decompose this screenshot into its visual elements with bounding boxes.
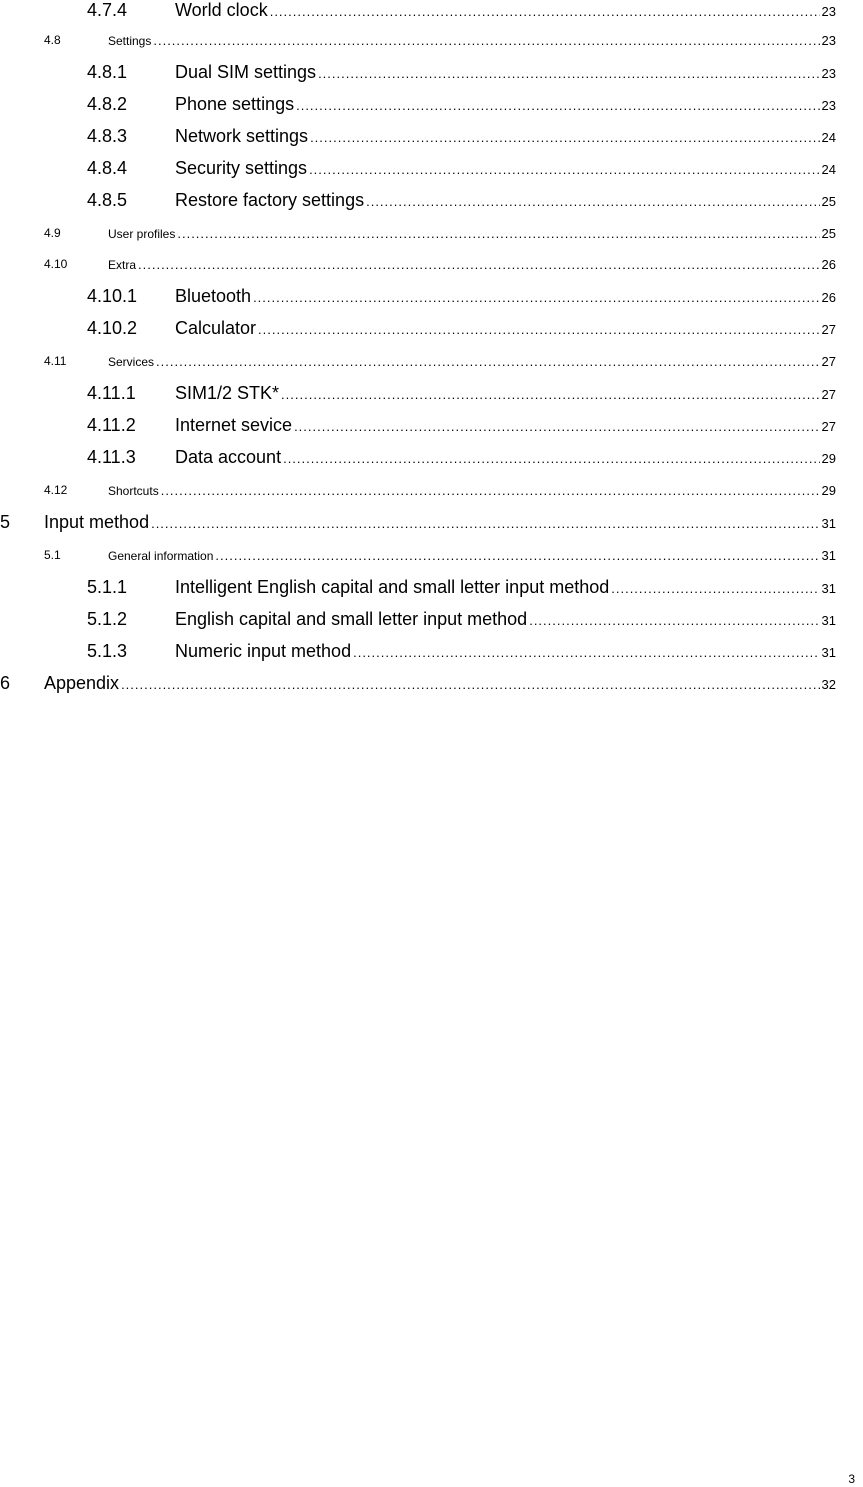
toc-entry-number: 4.7.4 xyxy=(87,0,128,20)
toc-leader-dots xyxy=(309,162,819,177)
toc-entry-title: Intelligent English capital and small letter input method xyxy=(175,577,610,597)
toc-entry-page: 27 xyxy=(821,322,836,337)
toc-leader-dots xyxy=(153,33,819,48)
toc-entry-number: 4.8.1 xyxy=(87,62,128,82)
toc-entry[interactable] xyxy=(0,415,836,436)
toc-leader-dots xyxy=(138,257,820,272)
toc-entry-page: 31 xyxy=(821,645,836,660)
toc-leader-dots xyxy=(318,66,819,81)
toc-entry-page: 25 xyxy=(821,194,836,209)
toc-entry[interactable] xyxy=(0,383,836,404)
toc-entry[interactable] xyxy=(0,609,836,630)
toc-entry[interactable] xyxy=(0,0,836,21)
toc-entry[interactable] xyxy=(0,318,836,339)
toc-entry-title: Numeric input method xyxy=(175,641,352,661)
toc-leader-dots xyxy=(270,4,820,19)
toc-entry-title: Network settings xyxy=(175,126,309,146)
toc-entry-number: 4.11.1 xyxy=(87,383,136,403)
toc-entry-number: 5.1.3 xyxy=(87,641,128,661)
toc-entry-page: 27 xyxy=(821,354,836,369)
toc-entry-page: 32 xyxy=(821,677,836,692)
toc-entry-title: Phone settings xyxy=(175,94,295,114)
toc-entry-title: Bluetooth xyxy=(175,286,252,306)
toc-leader-dots xyxy=(353,645,819,660)
toc-entry-title: SIM1/2 STK* xyxy=(175,383,280,403)
toc-entry-page: 29 xyxy=(821,451,836,466)
toc-leader-dots xyxy=(296,98,819,113)
toc-entry-page: 31 xyxy=(821,548,836,563)
toc-entry-page: 29 xyxy=(821,483,836,498)
toc-entry-title: Calculator xyxy=(175,318,257,338)
toc-leader-dots xyxy=(258,322,819,337)
toc-entry-title: General information xyxy=(108,549,214,563)
toc-leader-dots xyxy=(294,419,819,434)
toc-entry-page: 25 xyxy=(821,226,836,241)
toc-entry-page: 31 xyxy=(821,581,836,596)
toc-leader-dots xyxy=(611,581,819,596)
toc-leader-dots xyxy=(366,194,819,209)
toc-entry-page: 23 xyxy=(821,33,836,48)
toc-entry-page: 26 xyxy=(821,257,836,272)
toc-leader-dots xyxy=(529,613,819,628)
toc-leader-dots xyxy=(151,516,819,531)
toc-leader-dots xyxy=(283,451,819,466)
toc-entry[interactable] xyxy=(0,158,836,179)
toc-entry-title: Dual SIM settings xyxy=(175,62,317,82)
toc-entry-title: Internet sevice xyxy=(175,415,293,435)
toc-entry[interactable] xyxy=(0,641,836,662)
toc-leader-dots xyxy=(156,354,820,369)
toc-entry[interactable] xyxy=(0,94,836,115)
toc-entry-page: 27 xyxy=(821,387,836,402)
toc-entry-number: 4.11.3 xyxy=(87,447,136,467)
toc-entry[interactable] xyxy=(0,577,836,598)
toc-leader-dots xyxy=(215,548,819,563)
toc-entry-number: 4.12 xyxy=(44,483,68,497)
toc-entry-number: 4.10.1 xyxy=(87,286,138,306)
toc-entry-number: 6 xyxy=(0,673,11,693)
toc-entry-number: 4.8 xyxy=(44,33,61,47)
toc-entry[interactable] xyxy=(0,447,836,468)
toc-entry-title: Settings xyxy=(108,34,152,48)
toc-leader-dots xyxy=(177,226,819,241)
toc-leader-dots xyxy=(281,387,819,402)
toc-entry-number: 5 xyxy=(0,512,11,532)
toc-entry-number: 5.1.1 xyxy=(87,577,128,597)
toc-entry-title: Restore factory settings xyxy=(175,190,365,210)
toc-entry-number: 4.8.4 xyxy=(87,158,128,178)
toc-entry[interactable] xyxy=(0,126,836,147)
toc-entry-number: 4.8.5 xyxy=(87,190,128,210)
toc-entry[interactable] xyxy=(0,62,836,83)
toc-entry-title: Security settings xyxy=(175,158,308,178)
toc-entry-number: 4.9 xyxy=(44,226,61,240)
toc-entry[interactable] xyxy=(0,226,836,241)
toc-entry[interactable] xyxy=(0,33,836,48)
toc-entry[interactable] xyxy=(0,483,836,498)
toc-entry[interactable] xyxy=(0,512,836,533)
toc-entry-title: Appendix xyxy=(44,673,120,693)
toc-entry[interactable] xyxy=(0,190,836,211)
toc-leader-dots xyxy=(310,130,819,145)
toc-entry-title: Input method xyxy=(44,512,150,532)
toc-leader-dots xyxy=(253,290,819,305)
toc-entry-number: 4.10 xyxy=(44,257,68,271)
toc-leader-dots xyxy=(121,677,819,692)
toc-entry-page: 23 xyxy=(821,4,836,19)
toc-entry-number: 4.8.3 xyxy=(87,126,128,146)
toc-entry-title: Shortcuts xyxy=(108,484,159,498)
toc-entry-number: 4.11.2 xyxy=(87,415,136,435)
toc-entry-number: 5.1 xyxy=(44,548,61,562)
toc-entry-number: 4.10.2 xyxy=(87,318,138,338)
toc-entry-page: 23 xyxy=(821,66,836,81)
toc-entry-number: 5.1.2 xyxy=(87,609,128,629)
toc-entry-page: 31 xyxy=(821,516,836,531)
toc-entry-title: Services xyxy=(108,355,155,369)
toc-entry[interactable] xyxy=(0,286,836,307)
toc-entry[interactable] xyxy=(0,548,836,563)
toc-entry-page: 23 xyxy=(821,98,836,113)
toc-entry-page: 24 xyxy=(821,130,836,145)
page-number: 3 xyxy=(848,1472,855,1486)
toc-entry-title: Data account xyxy=(175,447,282,467)
toc-entry-title: World clock xyxy=(175,0,268,20)
toc-entry-page: 26 xyxy=(821,290,836,305)
toc-leader-dots xyxy=(161,483,820,498)
toc-entry-number: 4.11 xyxy=(44,354,67,368)
toc-entry-title: User profiles xyxy=(108,227,176,241)
toc-entry[interactable] xyxy=(0,257,836,272)
toc-entry-page: 24 xyxy=(821,162,836,177)
toc-entry[interactable] xyxy=(0,354,836,369)
toc-entry-title: Extra xyxy=(108,258,137,272)
toc-entry-number: 4.8.2 xyxy=(87,94,128,114)
toc-entry[interactable] xyxy=(0,673,836,694)
toc-entry-page: 27 xyxy=(821,419,836,434)
toc-entry-page: 31 xyxy=(821,613,836,628)
toc-entry-title: English capital and small letter input method xyxy=(175,609,528,629)
